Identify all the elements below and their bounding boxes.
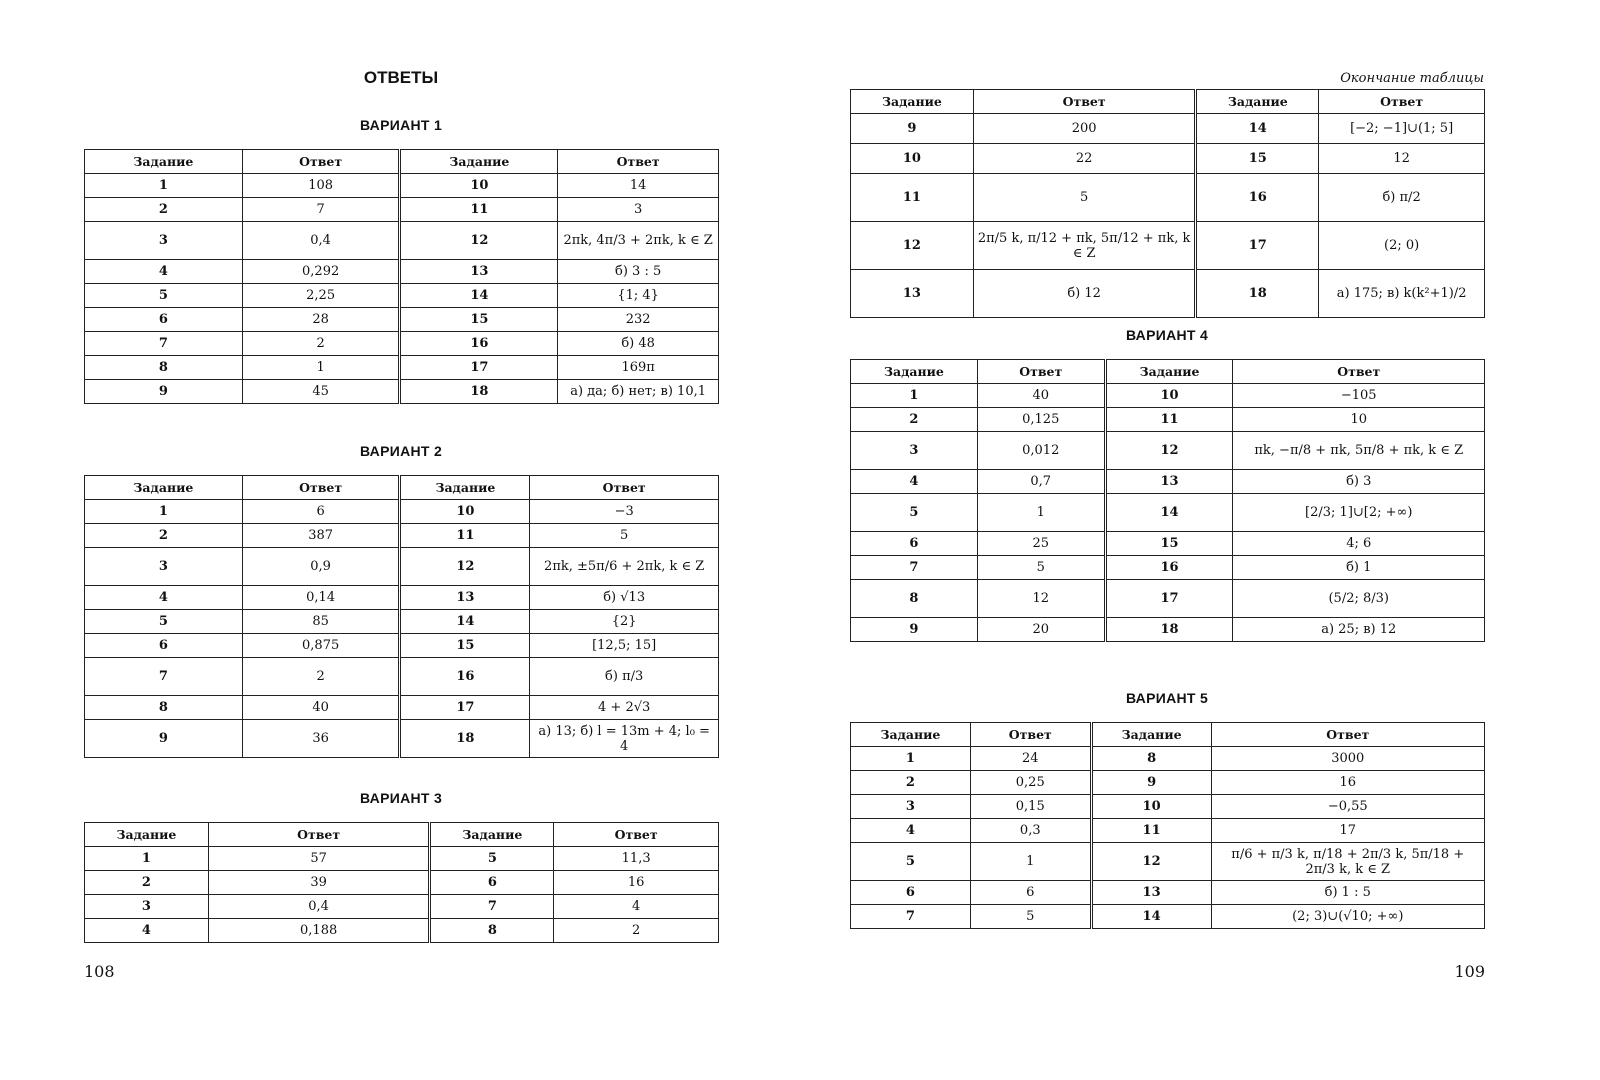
answer-cell: 4	[554, 895, 719, 919]
table-row	[851, 114, 1485, 144]
answer-cell: 40	[977, 384, 1105, 408]
task-number-cell: 1	[85, 500, 243, 524]
answer-cell: 0,188	[208, 919, 430, 943]
answer-cell: 16	[1211, 771, 1484, 795]
task-number-cell: 13	[400, 586, 530, 610]
answer-cell: 5	[977, 556, 1105, 580]
answer-cell: 40	[242, 696, 400, 720]
task-number-cell: 11	[400, 524, 530, 548]
column-header: Задание	[851, 723, 971, 747]
table-row	[851, 819, 1485, 843]
task-number-cell: 5	[430, 847, 554, 871]
answer-cell: 6	[970, 881, 1091, 905]
right-page	[800, 0, 1600, 1080]
table-row	[85, 895, 719, 919]
task-number-cell: 18	[400, 380, 558, 404]
answer-cell: 6	[242, 500, 400, 524]
task-number-cell: 6	[85, 634, 243, 658]
answer-cell: 1	[977, 494, 1105, 532]
answer-cell: 169π	[558, 356, 719, 380]
answer-cell: б) 12	[973, 270, 1196, 318]
task-number-cell: 7	[851, 556, 978, 580]
task-number-cell: 9	[85, 720, 243, 758]
answer-cell: 2	[242, 332, 400, 356]
table-row	[85, 658, 719, 696]
answer-cell: [12,5; 15]	[530, 634, 719, 658]
task-number-cell: 6	[851, 881, 971, 905]
task-number-cell: 14	[1196, 114, 1319, 144]
task-number-cell: 14	[1105, 494, 1233, 532]
answer-cell: 108	[242, 174, 400, 198]
table-row	[85, 332, 719, 356]
table-row	[85, 500, 719, 524]
task-number-cell: 6	[430, 871, 554, 895]
answer-cell: 2πk, ±5π/6 + 2πk, k ∈ Z	[530, 548, 719, 586]
table-row	[851, 580, 1485, 618]
table-row	[85, 586, 719, 610]
task-number-cell: 10	[400, 500, 530, 524]
answer-cell: 0,7	[977, 470, 1105, 494]
table-row	[85, 198, 719, 222]
task-number-cell: 18	[400, 720, 530, 758]
table-row	[85, 308, 719, 332]
task-number-cell: 18	[1196, 270, 1319, 318]
column-header: Задание	[1105, 360, 1233, 384]
answer-cell: 0,012	[977, 432, 1105, 470]
task-number-cell: 8	[851, 580, 978, 618]
answer-cell: 0,125	[977, 408, 1105, 432]
task-number-cell: 2	[85, 524, 243, 548]
task-number-cell: 9	[851, 618, 978, 642]
task-number-cell: 3	[851, 795, 971, 819]
variant-3-heading: ВАРИАНТ 3	[359, 790, 443, 806]
page-title: ОТВЕТЫ	[363, 68, 439, 87]
answer-cell: б) π/2	[1319, 174, 1485, 222]
answer-cell: 20	[977, 618, 1105, 642]
page-number-right: 109	[1454, 962, 1485, 981]
task-number-cell: 4	[85, 260, 243, 284]
table-header-row	[851, 723, 1485, 747]
task-number-cell: 4	[85, 586, 243, 610]
table-row	[851, 384, 1485, 408]
column-header: Ответ	[1319, 90, 1485, 114]
answer-cell: πk, −π/8 + πk, 5π/8 + πk, k ∈ Z	[1233, 432, 1485, 470]
task-number-cell: 13	[851, 270, 974, 318]
table-row	[851, 618, 1485, 642]
task-number-cell: 2	[851, 771, 971, 795]
answer-cell: (5/2; 8/3)	[1233, 580, 1485, 618]
table-row	[85, 174, 719, 198]
task-number-cell: 12	[1105, 432, 1233, 470]
task-number-cell: 3	[85, 548, 243, 586]
table-row	[851, 747, 1485, 771]
column-header: Ответ	[1233, 360, 1485, 384]
task-number-cell: 1	[85, 174, 243, 198]
answer-cell: б) 3 : 5	[558, 260, 719, 284]
answer-cell: 24	[970, 747, 1091, 771]
task-number-cell: 17	[400, 356, 558, 380]
task-number-cell: 12	[851, 222, 974, 270]
task-number-cell: 7	[430, 895, 554, 919]
answer-cell: 17	[1211, 819, 1484, 843]
task-number-cell: 8	[85, 356, 243, 380]
task-number-cell: 12	[400, 222, 558, 260]
task-number-cell: 18	[1105, 618, 1233, 642]
variant-2-heading: ВАРИАНТ 2	[359, 443, 443, 459]
task-number-cell: 12	[1091, 843, 1211, 881]
table-row	[851, 556, 1485, 580]
answer-cell: 1	[970, 843, 1091, 881]
answer-cell: −3	[530, 500, 719, 524]
answer-cell: 28	[242, 308, 400, 332]
variant-5-table	[850, 722, 1485, 929]
column-header: Ответ	[208, 823, 430, 847]
column-header: Задание	[851, 360, 978, 384]
table-row	[85, 222, 719, 260]
table-row	[85, 634, 719, 658]
task-number-cell: 17	[1196, 222, 1319, 270]
table-header-row	[85, 823, 719, 847]
answer-cell: 387	[242, 524, 400, 548]
answer-cell: 0,14	[242, 586, 400, 610]
column-header: Задание	[85, 476, 243, 500]
task-number-cell: 15	[1196, 144, 1319, 174]
answer-cell: 5	[530, 524, 719, 548]
answer-cell: 232	[558, 308, 719, 332]
answer-cell: б) 3	[1233, 470, 1485, 494]
answer-cell: 5	[970, 905, 1091, 929]
answer-cell: 57	[208, 847, 430, 871]
task-number-cell: 15	[400, 634, 530, 658]
column-header: Ответ	[1211, 723, 1484, 747]
answer-cell: 10	[1233, 408, 1485, 432]
answer-cell: 25	[977, 532, 1105, 556]
column-header: Задание	[85, 823, 209, 847]
table-row	[851, 905, 1485, 929]
table-row	[851, 174, 1485, 222]
answer-cell: 12	[977, 580, 1105, 618]
task-number-cell: 10	[400, 174, 558, 198]
table-row	[85, 720, 719, 758]
answer-cell: [2/3; 1]∪[2; +∞)	[1233, 494, 1485, 532]
column-header: Ответ	[554, 823, 719, 847]
table-header-row	[851, 90, 1485, 114]
answer-cell: [−2; −1]∪(1; 5]	[1319, 114, 1485, 144]
answer-cell: 2,25	[242, 284, 400, 308]
answer-cell: 1	[242, 356, 400, 380]
answer-cell: (2; 3)∪(√10; +∞)	[1211, 905, 1484, 929]
task-number-cell: 8	[430, 919, 554, 943]
variant-3-table	[84, 822, 719, 943]
task-number-cell: 1	[85, 847, 209, 871]
answer-cell: 11,3	[554, 847, 719, 871]
variant-1-table	[84, 149, 719, 404]
table-row	[85, 260, 719, 284]
answer-cell: а) да; б) нет; в) 10,1	[558, 380, 719, 404]
task-number-cell: 5	[85, 610, 243, 634]
table-row	[851, 843, 1485, 881]
task-number-cell: 17	[400, 696, 530, 720]
table-row	[851, 432, 1485, 470]
table-row	[851, 222, 1485, 270]
task-number-cell: 4	[85, 919, 209, 943]
task-number-cell: 15	[400, 308, 558, 332]
task-number-cell: 16	[1105, 556, 1233, 580]
task-number-cell: 14	[1091, 905, 1211, 929]
answer-cell: {2}	[530, 610, 719, 634]
task-number-cell: 13	[1091, 881, 1211, 905]
table-header-row	[85, 150, 719, 174]
task-number-cell: 5	[85, 284, 243, 308]
task-number-cell: 16	[400, 658, 530, 696]
table-row	[85, 871, 719, 895]
task-number-cell: 15	[1105, 532, 1233, 556]
task-number-cell: 12	[400, 548, 530, 586]
column-header: Задание	[851, 90, 974, 114]
task-number-cell: 6	[85, 308, 243, 332]
answer-cell: 4; 6	[1233, 532, 1485, 556]
table-row	[85, 380, 719, 404]
task-number-cell: 3	[85, 895, 209, 919]
task-number-cell: 13	[1105, 470, 1233, 494]
answer-cell: 0,3	[970, 819, 1091, 843]
task-number-cell: 6	[851, 532, 978, 556]
table-continuation-caption: Окончание таблицы	[1340, 71, 1484, 86]
task-number-cell: 9	[851, 114, 974, 144]
task-number-cell: 7	[85, 658, 243, 696]
task-number-cell: 11	[400, 198, 558, 222]
table-row	[851, 408, 1485, 432]
task-number-cell: 1	[851, 384, 978, 408]
task-number-cell: 11	[851, 174, 974, 222]
variant-1-heading: ВАРИАНТ 1	[359, 117, 443, 133]
table-row	[851, 881, 1485, 905]
answer-cell: (2; 0)	[1319, 222, 1485, 270]
column-header: Задание	[85, 150, 243, 174]
task-number-cell: 10	[1091, 795, 1211, 819]
answer-cell: 12	[1319, 144, 1485, 174]
table-row	[851, 470, 1485, 494]
answer-cell: 36	[242, 720, 400, 758]
table-row	[851, 270, 1485, 318]
task-number-cell: 1	[851, 747, 971, 771]
answer-cell: 0,292	[242, 260, 400, 284]
column-header: Задание	[1091, 723, 1211, 747]
task-number-cell: 9	[1091, 771, 1211, 795]
table-row	[85, 356, 719, 380]
task-number-cell: 2	[851, 408, 978, 432]
table-header-row	[85, 476, 719, 500]
task-number-cell: 8	[1091, 747, 1211, 771]
answer-cell: 4 + 2√3	[530, 696, 719, 720]
answer-cell: 3000	[1211, 747, 1484, 771]
task-number-cell: 17	[1105, 580, 1233, 618]
answer-cell: −0,55	[1211, 795, 1484, 819]
table-row	[85, 610, 719, 634]
answer-cell: 200	[973, 114, 1196, 144]
task-number-cell: 2	[85, 871, 209, 895]
table-row	[851, 771, 1485, 795]
table-row	[851, 144, 1485, 174]
variant-4-table	[850, 359, 1485, 642]
answer-cell: 0,15	[970, 795, 1091, 819]
task-number-cell: 5	[851, 494, 978, 532]
answer-cell: 0,4	[208, 895, 430, 919]
table-row	[851, 494, 1485, 532]
variant-3-continuation-table	[850, 89, 1485, 318]
answer-cell: 2πk, 4π/3 + 2πk, k ∈ Z	[558, 222, 719, 260]
variant-2-table	[84, 475, 719, 758]
answer-cell: 7	[242, 198, 400, 222]
table-row	[85, 919, 719, 943]
answer-cell: {1; 4}	[558, 284, 719, 308]
column-header: Ответ	[242, 476, 400, 500]
page-number-left: 108	[84, 962, 115, 981]
column-header: Задание	[400, 476, 530, 500]
answer-cell: −105	[1233, 384, 1485, 408]
task-number-cell: 3	[851, 432, 978, 470]
task-number-cell: 4	[851, 470, 978, 494]
column-header: Ответ	[242, 150, 400, 174]
answer-cell: б) √13	[530, 586, 719, 610]
answer-cell: 2	[242, 658, 400, 696]
column-header: Задание	[430, 823, 554, 847]
answer-cell: 0,9	[242, 548, 400, 586]
table-row	[85, 548, 719, 586]
answer-cell: 5	[973, 174, 1196, 222]
answer-cell: 2	[554, 919, 719, 943]
column-header: Ответ	[530, 476, 719, 500]
answer-cell: 14	[558, 174, 719, 198]
answer-cell: а) 13; б) l = 13m + 4; l₀ = 4	[530, 720, 719, 758]
answer-cell: б) 1 : 5	[1211, 881, 1484, 905]
answer-cell: 45	[242, 380, 400, 404]
table-row	[85, 284, 719, 308]
answer-cell: 16	[554, 871, 719, 895]
task-number-cell: 5	[851, 843, 971, 881]
column-header: Ответ	[970, 723, 1091, 747]
task-number-cell: 13	[400, 260, 558, 284]
table-row	[85, 696, 719, 720]
answer-cell: а) 25; в) 12	[1233, 618, 1485, 642]
answer-cell: б) π/3	[530, 658, 719, 696]
task-number-cell: 2	[85, 198, 243, 222]
answer-cell: 22	[973, 144, 1196, 174]
task-number-cell: 7	[851, 905, 971, 929]
table-row	[851, 532, 1485, 556]
task-number-cell: 14	[400, 284, 558, 308]
task-number-cell: 10	[1105, 384, 1233, 408]
task-number-cell: 3	[85, 222, 243, 260]
answer-cell: π/6 + π/3 k, π/18 + 2π/3 k, 5π/18 + 2π/3 k, k ∈ Z	[1211, 843, 1484, 881]
task-number-cell: 10	[851, 144, 974, 174]
table-header-row	[851, 360, 1485, 384]
table-row	[851, 795, 1485, 819]
answer-cell: 85	[242, 610, 400, 634]
answer-cell: б) 48	[558, 332, 719, 356]
task-number-cell: 8	[85, 696, 243, 720]
task-number-cell: 16	[1196, 174, 1319, 222]
task-number-cell: 4	[851, 819, 971, 843]
variant-4-heading: ВАРИАНТ 4	[1125, 327, 1209, 343]
column-header: Ответ	[977, 360, 1105, 384]
task-number-cell: 11	[1105, 408, 1233, 432]
answer-cell: 0,25	[970, 771, 1091, 795]
variant-5-heading: ВАРИАНТ 5	[1125, 690, 1209, 706]
task-number-cell: 16	[400, 332, 558, 356]
answer-cell: а) 175; в) k(k²+1)/2	[1319, 270, 1485, 318]
answer-cell: 2π/5 k, π/12 + πk, 5π/12 + πk, k ∈ Z	[973, 222, 1196, 270]
task-number-cell: 14	[400, 610, 530, 634]
column-header: Ответ	[973, 90, 1196, 114]
answer-cell: 3	[558, 198, 719, 222]
table-row	[85, 524, 719, 548]
column-header: Задание	[400, 150, 558, 174]
column-header: Ответ	[558, 150, 719, 174]
task-number-cell: 11	[1091, 819, 1211, 843]
task-number-cell: 7	[85, 332, 243, 356]
answer-cell: 0,4	[242, 222, 400, 260]
task-number-cell: 9	[85, 380, 243, 404]
answer-cell: 0,875	[242, 634, 400, 658]
table-row	[85, 847, 719, 871]
column-header: Задание	[1196, 90, 1319, 114]
answer-cell: б) 1	[1233, 556, 1485, 580]
answer-cell: 39	[208, 871, 430, 895]
